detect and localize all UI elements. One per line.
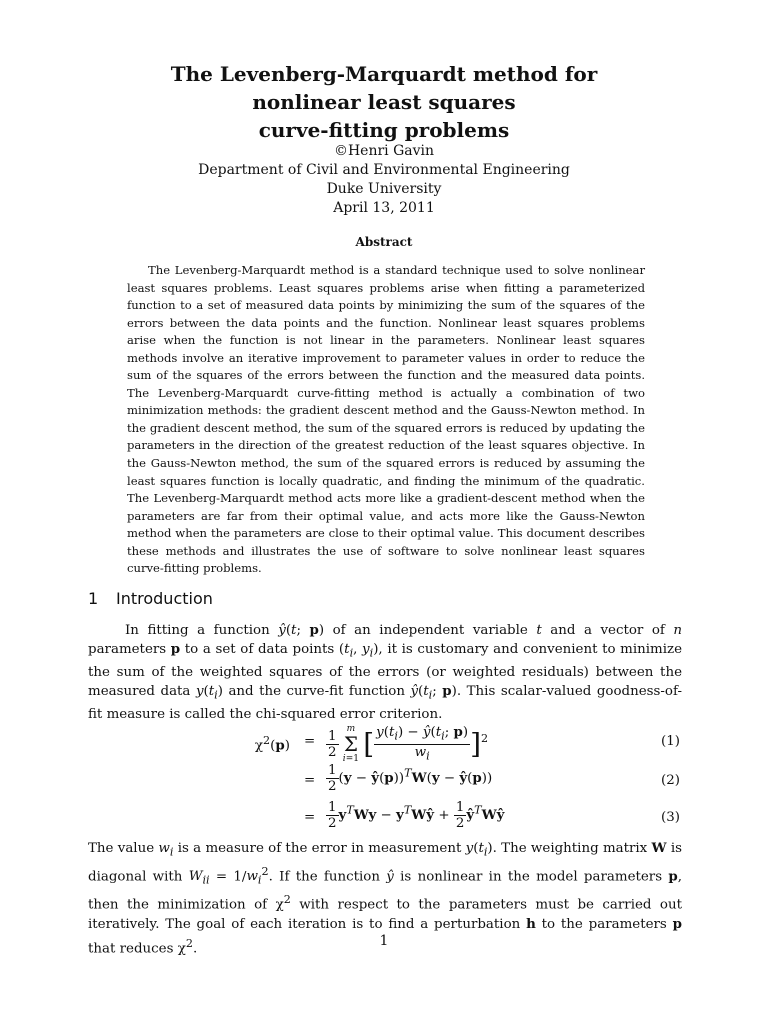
equation-2: = $\frac{1}{2}$ (y − ŷ(p))$^T$W(y − ŷ(p)) (2): [304, 763, 680, 794]
author: ©Henri Gavin: [333, 143, 435, 159]
equation-3: = $\frac{1}{2}$ $y^TWy$ − $y^TWŷ$ + $\frac{1}{2}$ $ŷ^TWŷ$ (3): [304, 800, 680, 831]
university: Duke University: [326, 181, 442, 197]
title-line-2: nonlinear least squares: [252, 90, 516, 114]
abstract-text: The Levenberg-Marquardt method is a standard technique used to solve nonlinear least squares problems. Least squares problems arise when fitting a parameterized function to a set of measured data points by minimizing the sum of the squares of the errors between the data points and the function. Nonlinear least squares problems arise when the function is not linear in the parameters. Nonlinear least squares methods involve an iterative improvement to parameter values in order to reduce the sum of the squares of the errors between the function and the measured data points. The Levenberg-Marquardt curve-fitting method is actually a combination of two minimization methods: the gradient descent method and the Gauss-Newton method. In the gradient descent method, the sum of the squared errors is reduced by updating the parameters in the direction of the greatest reduction of the least squares objective. In the Gauss-Newton method, the sum of the squared errors is reduced by assuming the least squares function is locally quadratic, and finding the minimum of the quadratic. The Levenberg-Marquardt method acts more like a gradient-descent method when the parameters are far from their optimal value, and acts more like the Gauss-Newton method when the parameters are close to their optimal value. This document describes these methods and illustrates the use of software to solve nonlinear least squares curve-fitting problems.: [127, 263, 645, 576]
section-title: Introduction: [116, 589, 213, 608]
equation-1-number: (1): [661, 734, 680, 749]
author-block: [0, 142, 768, 218]
equation-2-number: (2): [661, 773, 680, 788]
date: April 13, 2011: [333, 200, 435, 216]
weighting-paragraph: The value $w_i$ is a measure of the error in measurement $y(t_i)$. The weighting matrix W is diagonal with $W_{ii} = 1/w_i^2$. If the function ŷ is nonlinear in the model parameters p, then the minimization of $\chi^2$ with respect to the parameters must be carried out iteratively. The goal of each iteration is to find a perturbation h to the parameters p that reduces $\chi^2$.: [88, 840, 683, 957]
department: Department of Civil and Environmental Engineering: [198, 162, 570, 178]
section-heading: [88, 588, 213, 610]
intro-paragraph: In fitting a function ŷ(t; p) of an independent variable t and a vector of n parameters p to a set of data points ($t_i$, $y_i$), it is customary and convenient to minimize the sum of the weighted squares of the errors (or weighted residuals) between the measured data $y(t_i)$ and the curve-fit function $ŷ(t_i$; p). This scalar-valued goodness-of-fit measure is called the chi-squared error criterion.: [88, 622, 683, 723]
page-number: 1: [379, 933, 389, 949]
paper-title: [0, 60, 768, 144]
equation-1: $\chi^2(p)$ = $\frac{1}{2}$ m Σ i=1 [ $\frac{y(t_i) - ŷ(t_i; p)}{w_i}$ ]$^2$ (1): [254, 723, 680, 764]
title-line-3: curve-fitting problems: [258, 118, 510, 142]
section-number: 1: [88, 589, 99, 608]
title-line-1: The Levenberg-Marquardt method for: [170, 62, 598, 86]
abstract-heading: Abstract: [355, 235, 413, 249]
equation-3-number: (3): [661, 810, 680, 825]
